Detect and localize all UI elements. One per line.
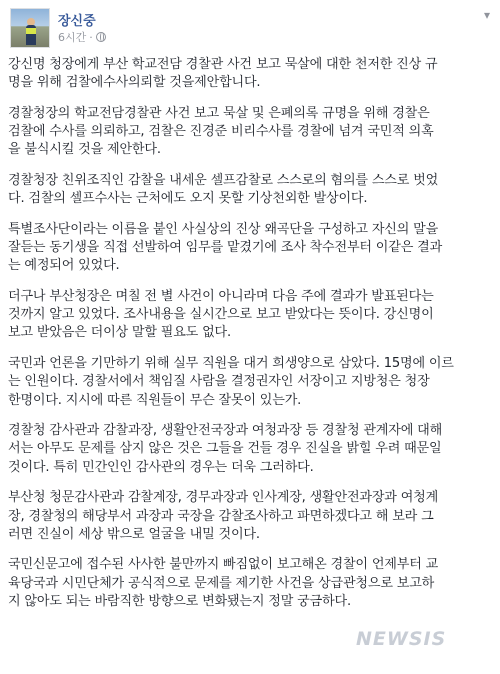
avatar-vest (26, 28, 36, 34)
post-paragraph: 강신명 청장에게 부산 학교전담 경찰관 사건 보고 묵살에 대한 천저한 진상 규 명을 위해 검찰에수사의뢰할 것을제안합니다. (8, 57, 438, 91)
post-paragraph: 더구나 부산청장은 며칠 전 별 사건이 아니라며 다음 주에 결과가 발표된다는 것까지 알고 있었다. 조사내용을 실시간으로 보고 받았다는 뜻이다. 강신명이 보고 받았음은 더이상 말할 필요도 없다. (8, 289, 434, 341)
chevron-down-icon[interactable]: ▾ (483, 8, 490, 22)
post-paragraph: 부산청 청문감사관과 감찰계장, 경무과장과 인사계장, 생활안전과장과 여청계 장, 경찰청의 해당부서 과장과 국장을 감찰조사하고 파면하겠다고 해 보라 그 러면 진실이 세상 밖으로 얼굴을 내밀 것이다. (8, 490, 439, 542)
post-paragraph: 특별조사단이라는 이름을 붙인 사실상의 진상 왜곡단을 구성하고 자신의 말을 잘듣는 동기생을 직접 선발하여 임무를 맡겼기에 조사 착수전부터 이같은 결과 는 예정되어 있었다. (8, 221, 443, 274)
post-paragraph: 국민과 언론을 기만하기 위해 실무 직원을 대거 희생양으로 삼았다. 15명에 이르 는 인원이다. 경찰서에서 책임질 사람을 결정권자인 서장이고 지방청은 청장 한명이다. 지시에 따른 직원들이 무슨 잘못이 있는가. (8, 356, 454, 408)
post-meta (58, 29, 106, 45)
post-paragraph: 경찰청장 친위조직인 감찰을 내세운 셀프감찰로 스스로의 혐의를 스스로 벗었 다. 검찰의 셀프수사는 근처에도 오지 못할 기상천외한 발상이다. (8, 173, 439, 207)
separator: · (89, 30, 93, 44)
avatar[interactable] (10, 8, 50, 48)
post-timestamp[interactable]: 6시간 (58, 31, 87, 44)
post-paragraph: 경찰청 감사관과 감찰과장, 생활안전국장과 여청과장 등 경찰청 관계자에 대해 서는 아무도 문제를 삼지 않은 것은 그들을 건들 경우 진실을 밝힐 우려 때문일 것이다. 특히 민간인인 감사관의 경우는 더욱 그러하다. (8, 423, 443, 475)
post-paragraph: 국민신문고에 접수된 사사한 불만까지 빠짐없이 보고해온 경찰이 언제부터 교 육당국과 시민단체가 공식적으로 문제를 제기한 사건을 상급관청으로 보고하 지 않아도 되는 바람직한 방향으로 변화됐는지 정말 궁금하다. (8, 557, 439, 609)
globe-icon[interactable] (96, 32, 106, 42)
post-body (8, 56, 494, 624)
newsis-watermark: NEWSIS (356, 628, 447, 650)
author-name[interactable]: 장신중 (58, 14, 96, 29)
post-paragraph: 경찰청장의 학교전담경찰관 사건 보고 묵살 및 은폐의록 규명을 위해 경찰은 검찰에 수사를 의뢰하고, 검찰은 진경준 비리수사를 경찰에 넘겨 국민적 의혹 을 불식시킬 것을 제안한다. (8, 105, 434, 158)
post-header (10, 8, 490, 48)
